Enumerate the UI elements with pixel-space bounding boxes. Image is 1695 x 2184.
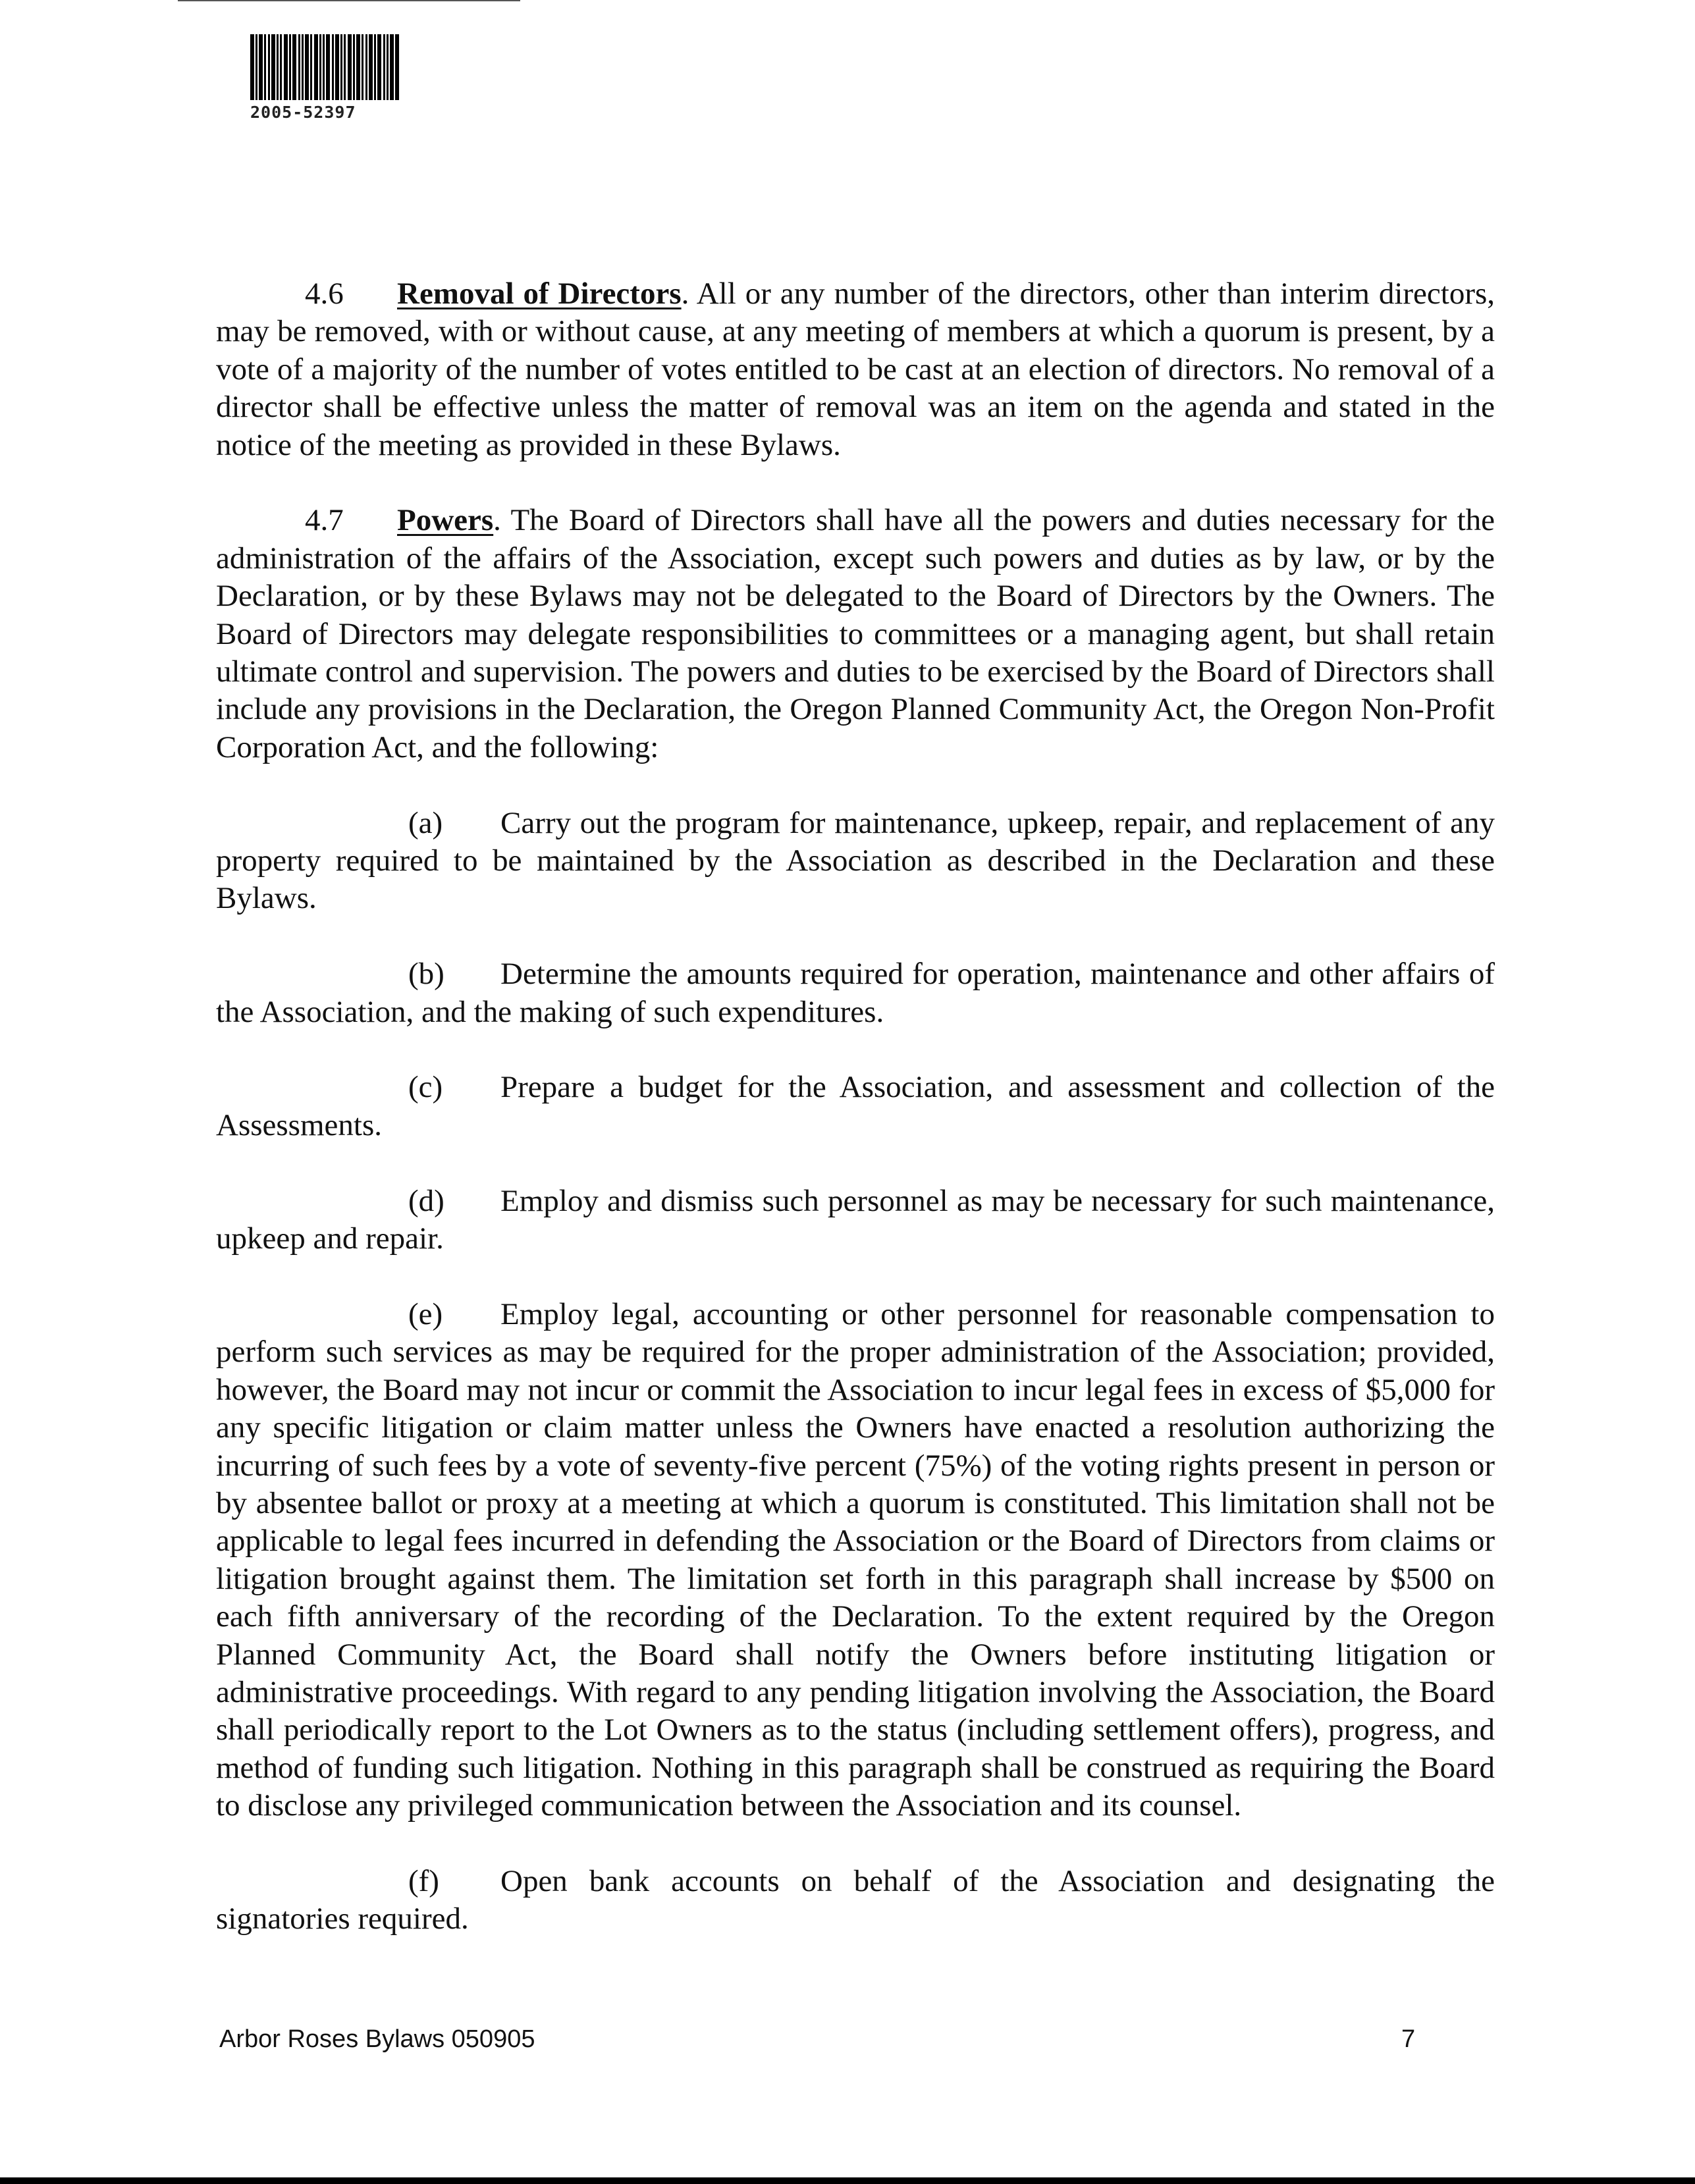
section-text: . The Board of Directors shall have all the powers and duties necessary for the administration of the affairs of the Association, except such powers and duties as by law, or by the Declaration, or by these Bylaws may not be delegated to the Board of Directors by the Owners. The Board of Directors may delegate responsibilities to committees or a managing agent, but shall retain ultimate control and supervision. The powers and duties to be exercised by the Board of Directors shall include any provisions in the Declaration, the Oregon Planned Community Act, the Oregon Non-Profit Corporation Act, and the following:	[216, 503, 1495, 764]
section-heading: Powers	[397, 503, 494, 538]
subitem-text: Employ and dismiss such personnel as may be necessary for such maintenance, upkeep and repair.	[216, 1183, 1495, 1256]
section-4-6	[216, 275, 1495, 464]
section-number: 4.6	[305, 277, 344, 311]
subitem-e	[216, 1296, 1495, 1825]
scan-top-rule	[178, 0, 520, 1]
subitem-f	[216, 1863, 1495, 1938]
subitem-label: (c)	[408, 1070, 443, 1105]
subitem-text: Carry out the program for maintenance, upkeep, repair, and replacement of any property required to be maintained by the Association as described in the Declaration and these Bylaws.	[216, 805, 1495, 916]
page-number: 7	[1401, 2025, 1416, 2053]
subitem-d	[216, 1183, 1495, 1258]
subitem-text: Open bank accounts on behalf of the Association and designating the signatories required.	[216, 1863, 1495, 1936]
section-heading: Removal of Directors	[397, 277, 682, 311]
recording-barcode	[250, 34, 547, 122]
barcode-icon	[250, 34, 540, 100]
footer-title: Arbor Roses Bylaws 050905	[219, 2025, 535, 2053]
subitem-label: (f)	[408, 1863, 439, 1898]
barcode-number: 2005-52397	[250, 103, 356, 122]
subitem-b	[216, 955, 1495, 1031]
subitem-text: Prepare a budget for the Association, and assessment and collection of the Assessments.	[216, 1070, 1495, 1142]
subitem-label: (a)	[408, 805, 443, 840]
subitem-text: Determine the amounts required for operation, maintenance and other affairs of the Association, and the making of such expenditures.	[216, 957, 1495, 1029]
section-4-7	[216, 502, 1495, 766]
subitem-label: (e)	[408, 1296, 443, 1331]
subitem-a	[216, 805, 1495, 918]
subitem-label: (b)	[408, 957, 444, 992]
document-body	[216, 275, 1495, 1976]
section-text: . All or any number of the directors, other than interim directors, may be removed, with or without cause, at any meeting of members at which a quorum is present, by a vote of a majority of the number of votes entitled to be cast at an election of directors. No removal of a director shall be effective unless the matter of removal was an item on the agenda and stated in the notice of the meeting as provided in these Bylaws.	[216, 277, 1495, 462]
section-number: 4.7	[305, 503, 344, 538]
subitem-c	[216, 1069, 1495, 1144]
scan-bottom-rule	[0, 2177, 1695, 2184]
subitem-text: Employ legal, accounting or other personnel for reasonable compensation to perform such services as may be required for the proper administration of the Association; provided, however, the Board may not incur or commit the Association to incur legal fees in excess of $5,000 for any specific litigation or claim matter unless the Owners have enacted a resolution authorizing the incurring of such fees by a vote of seventy-five percent (75%) of the voting rights present in person or by absentee ballot or proxy at a meeting at which a quorum is constituted. This limitation shall not be applicable to legal fees incurred in defending the Association or the Board of Directors from claims or litigation brought against them. The limitation set forth in this paragraph shall increase by $500 on each fifth anniversary of the recording of the Declaration. To the extent required by the Oregon Planned Community Act, the Board shall notify the Owners before instituting litigation or administrative proceedings. With regard to any pending litigation involving the Association, the Board shall periodically report to the Lot Owners as to the status (including settlement offers), progress, and method of funding such litigation. Nothing in this paragraph shall be construed as requiring the Board to disclose any privileged communication between the Association and its counsel.	[216, 1296, 1495, 1823]
subitem-label: (d)	[408, 1183, 444, 1218]
